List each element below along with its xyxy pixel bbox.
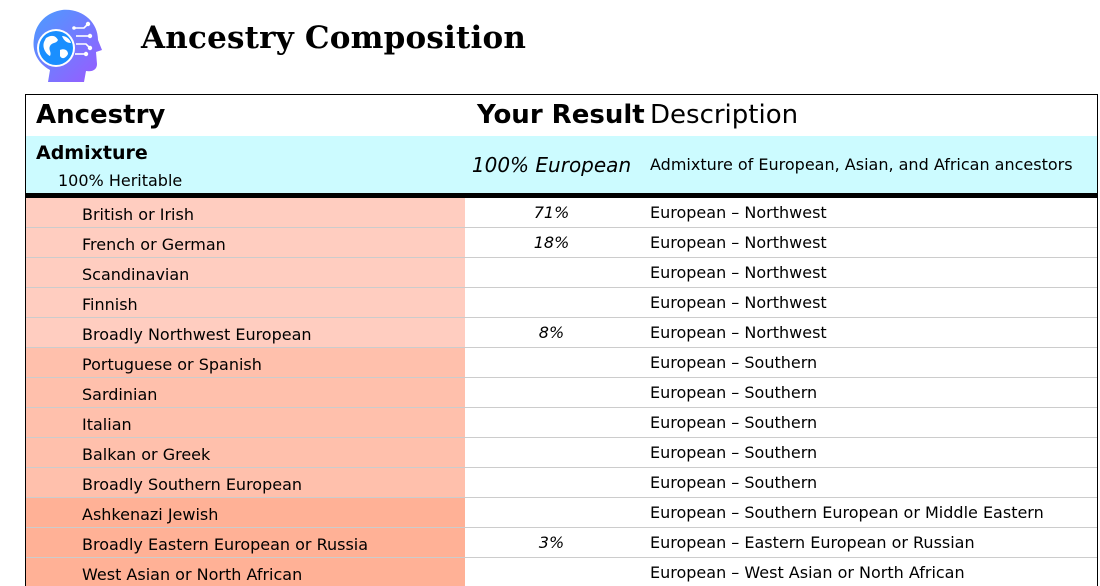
result-cell <box>466 468 637 497</box>
table-row <box>26 288 1097 318</box>
table-row <box>26 318 1097 348</box>
description-cell: European – Southern <box>650 353 818 372</box>
admixture-heritability: 100% Heritable <box>58 171 183 190</box>
column-header-description: Description <box>650 100 799 130</box>
result-cell: 71% <box>533 203 570 222</box>
table-row <box>26 528 1097 558</box>
result-cell: 3% <box>538 533 565 552</box>
table-row <box>26 198 1097 228</box>
description-cell: European – Southern <box>650 413 818 432</box>
description-cell: European – Southern European or Middle Eastern <box>650 503 1044 522</box>
description-cell: European – West Asian or North African <box>650 563 965 582</box>
ancestry-cell: Sardinian <box>26 378 465 407</box>
ancestry-cell: Balkan or Greek <box>26 438 465 467</box>
ancestry-table <box>25 94 1098 586</box>
ancestry-cell: British or Irish <box>26 198 465 227</box>
column-header-result: Your Result <box>477 100 645 130</box>
result-cell <box>466 558 637 586</box>
globe-head-icon <box>26 6 106 86</box>
admixture-description: Admixture of European, Asian, and African ancestors <box>650 155 1073 174</box>
result-cell: 18% <box>533 233 570 252</box>
result-cell <box>466 348 637 377</box>
table-row <box>26 258 1097 288</box>
admixture-result: 100% European <box>471 153 632 177</box>
description-cell: European – Southern <box>650 473 818 492</box>
result-cell <box>466 438 637 467</box>
table-row <box>26 438 1097 468</box>
description-cell: European – Eastern European or Russian <box>650 533 975 552</box>
description-cell: European – Northwest <box>650 323 827 342</box>
table-row <box>26 498 1097 528</box>
page-title: Ancestry Composition <box>141 20 527 56</box>
table-row <box>26 558 1097 586</box>
description-cell: European – Northwest <box>650 263 827 282</box>
description-cell: European – Northwest <box>650 233 827 252</box>
ancestry-cell: Italian <box>26 408 465 437</box>
ancestry-rows <box>26 198 1097 586</box>
table-header <box>26 95 1097 137</box>
ancestry-cell: Finnish <box>26 288 465 317</box>
ancestry-cell: Broadly Southern European <box>26 468 465 497</box>
result-cell <box>466 378 637 407</box>
admixture-name: Admixture <box>36 142 148 164</box>
ancestry-cell: French or German <box>26 228 465 257</box>
result-cell <box>466 498 637 527</box>
ancestry-cell: Broadly Eastern European or Russia <box>26 528 465 557</box>
column-header-ancestry: Ancestry <box>36 100 166 130</box>
ancestry-cell: West Asian or North African <box>26 558 465 586</box>
ancestry-cell: Portuguese or Spanish <box>26 348 465 377</box>
table-row <box>26 408 1097 438</box>
result-cell <box>466 288 637 317</box>
table-row <box>26 378 1097 408</box>
table-row <box>26 468 1097 498</box>
ancestry-cell: Ashkenazi Jewish <box>26 498 465 527</box>
description-cell: European – Southern <box>650 383 818 402</box>
table-row <box>26 348 1097 378</box>
result-cell <box>466 258 637 287</box>
ancestry-cell: Scandinavian <box>26 258 465 287</box>
result-cell <box>466 408 637 437</box>
ancestry-cell: Broadly Northwest European <box>26 318 465 347</box>
description-cell: European – Southern <box>650 443 818 462</box>
logo <box>26 6 106 86</box>
admixture-row <box>26 136 1097 193</box>
table-row <box>26 228 1097 258</box>
description-cell: European – Northwest <box>650 293 827 312</box>
description-cell: European – Northwest <box>650 203 827 222</box>
result-cell: 8% <box>538 323 565 342</box>
